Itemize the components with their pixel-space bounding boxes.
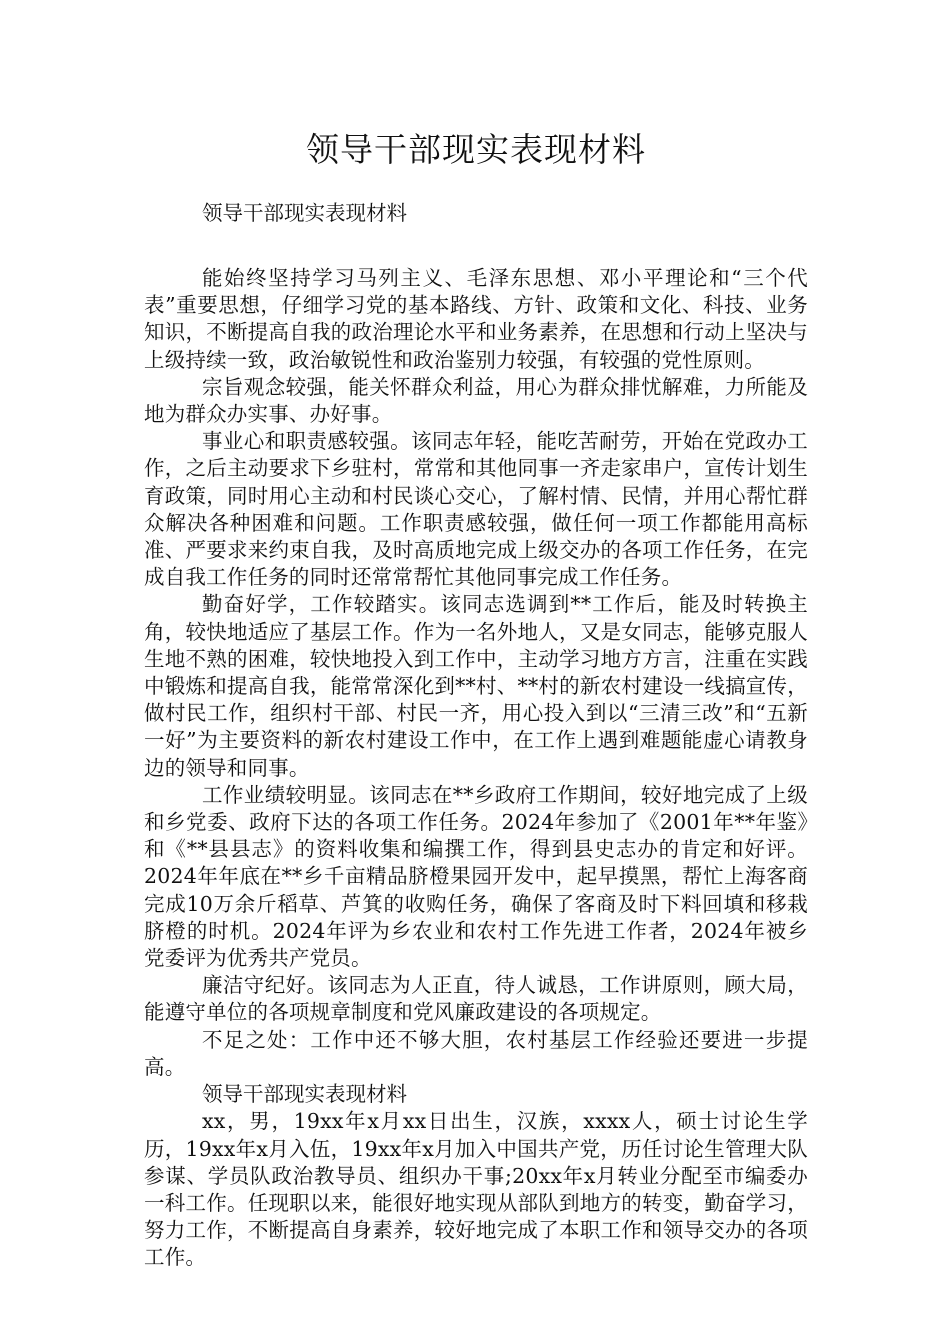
document-title: 领导干部现实表现材料 xyxy=(306,130,646,169)
document-page xyxy=(144,126,808,1272)
paragraph-achievements: 工作业绩较明显。该同志在**乡政府工作期间，较好地完成了上级和乡党委、政府下达的各项工作任务。2024年参加了《2001年**年鉴》和《**县县志》的资料收集和编撰工作，得到县史志办的肯定和好评。2024年年底在**乡千亩精品脐橙果园开发中，起早摸黑，帮忙上海客商完成10万余斤稻草、芦箕的收购任务，确保了客商及时下料回填和移栽脐橙的时机。2024年评为乡农业和农村工作先进工作者，2024年被乡党委评为优秀共产党员。 xyxy=(144,782,808,971)
paragraph-diligence: 勤奋好学，工作较踏实。该同志选调到**工作后，能及时转换主角，较快地适应了基层工作。作为一名外地人，又是女同志，能够克服人生地不熟的困难，较快地投入到工作中，主动学习地方方言，注重在实践中锻炼和提高自我，能常常深化到**村、**村的新农村建设一线搞宣传，做村民工作，组织村干部、村民一齐，用心投入到以“三清三改”和“五新一好”为主要资料的新农村建设工作中，在工作上遇到难题能虚心请教身边的领导和同事。 xyxy=(144,592,808,780)
document-subtitle: 领导干部现实表现材料 xyxy=(202,201,407,225)
paragraph-responsibility: 事业心和职责感较强。该同志年轻，能吃苦耐劳，开始在党政办工作，之后主动要求下乡驻村，常常和其他同事一齐走家串户，宣传计划生育政策，同时用心主动和村民谈心交心，了解村情、民情，并用心帮忙群众解决各种困难和问题。工作职责感较强，做任何一项工作都能用高标准、严要求来约束自我，及时高质地完成上级交办的各项工作任务，在完成自我工作任务的同时还常常帮忙其他同事完成工作任务。 xyxy=(144,429,808,590)
paragraph-political-study: 能始终坚持学习马列主义、毛泽东思想、邓小平理论和“三个代表”重要思想，仔细学习党的基本路线、方针、政策和文化、科技、业务知识，不断提高自我的政治理论水平和业务素养，在思想和行动上坚决与上级持续一致，政治敏锐性和政治鉴别力较强，有较强的党性原则。 xyxy=(144,266,808,372)
paragraph-shortcomings: 不足之处：工作中还不够大胆，农村基层工作经验还要进一步提高。 xyxy=(144,1027,808,1079)
paragraph-integrity: 廉洁守纪好。该同志为人正直，待人诚恳，工作讲原则，顾大局，能遵守单位的各项规章制度和党风廉政建设的各项规定。 xyxy=(144,973,808,1025)
section2-title: 领导干部现实表现材料 xyxy=(202,1082,407,1107)
paragraph-purpose: 宗旨观念较强，能关怀群众利益，用心为群众排忧解难，力所能及地为群众办实事、办好事。 xyxy=(144,374,808,427)
paragraph-biography: xx，男，19xx年x月xx日出生，汉族，xxxx人，硕士讨论生学历，19xx年x月入伍，19xx年x月加入中国共产党，历任讨论生管理大队参谋、学员队政治教导员、组织办干事;20xx年x月转业分配至市编委办一科工作。任现职以来，能很好地实现从部队到地方的转变，勤奋学习，努力工作，不断提高自身素养，较好地完成了本职工作和领导交办的各项工作。 xyxy=(144,1109,808,1270)
